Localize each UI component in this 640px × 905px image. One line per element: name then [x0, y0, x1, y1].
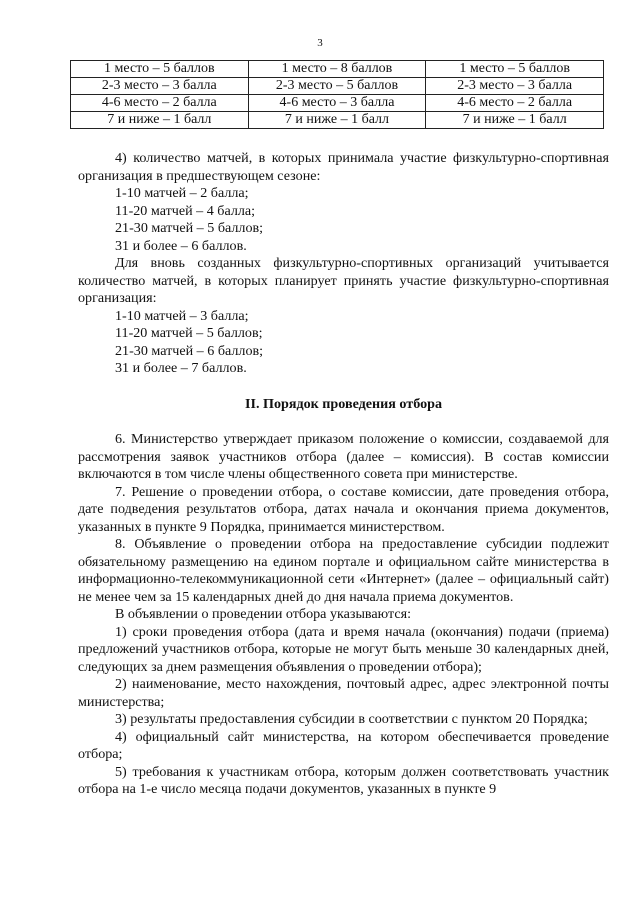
- table-cell: 1 место – 5 баллов: [71, 61, 249, 78]
- announcement-item-5: 5) требования к участникам отбора, которым должен соответствовать участник отбора на 1-е число месяца подачи документов, указанных в пункте 9: [78, 763, 609, 797]
- table-row: [71, 95, 604, 112]
- paragraph-match-count: 4) количество матчей, в которых принимала участие физкультурно-спортивная организация в предшествующем сезоне:: [78, 150, 609, 184]
- list-item: 1-10 матчей – 3 балла;: [115, 307, 249, 324]
- list-item: 11-20 матчей – 5 баллов;: [115, 325, 263, 341]
- list-item: 21-30 матчей – 5 баллов;: [115, 220, 264, 236]
- announcement-item-1: 1) сроки проведения отбора (дата и время начала (окончания) подачи (приема) предложений участников отбора, которые не могут быть меньше 30 календарных дней, следующих за днем размещения объявления о проведении отбора);: [78, 623, 609, 675]
- paragraph-new-organizations: Для вновь созданных физкультурно-спортивных организаций учитывается количество матчей, в которых планирует принять участие физкультурно-спортивная организация:: [78, 255, 609, 306]
- score-table: [70, 60, 604, 129]
- announcement-item-3: 3) результаты предоставления субсидии в соответствии с пунктом 20 Порядка;: [115, 711, 588, 727]
- paragraph-announcement-intro: В объявлении о проведении отбора указываются:: [115, 606, 411, 622]
- list-item: 11-20 матчей – 4 балла;: [115, 202, 256, 219]
- list-item: 31 и более – 7 баллов.: [115, 360, 247, 376]
- list-item: 31 и более – 6 баллов.: [115, 237, 247, 254]
- announcement-item-4: 4) официальный сайт министерства, на котором обеспечивается проведение отбора;: [78, 728, 609, 762]
- paragraph-6: 6. Министерство утверждает приказом положение о комиссии, создаваемой для рассмотрения заявок участников отбора (далее – комиссия). В состав комиссии включаются в том числе члены общественного совета при министерстве.: [78, 431, 609, 482]
- table-cell: 1 место – 8 баллов: [248, 61, 426, 78]
- table-cell: 2-3 место – 3 балла: [71, 78, 249, 95]
- table-cell: 7 и ниже – 1 балл: [426, 112, 604, 129]
- table-row: [71, 61, 604, 78]
- table-cell: 4-6 место – 2 балла: [426, 95, 604, 112]
- table-cell: 2-3 место – 5 баллов: [248, 78, 426, 95]
- table-row: [71, 78, 604, 95]
- announcement-item-2: 2) наименование, место нахождения, почтовый адрес, адрес электронной почты министерства;: [78, 676, 609, 710]
- table-cell: 7 и ниже – 1 балл: [71, 112, 249, 129]
- section-heading: II. Порядок проведения отбора: [245, 395, 442, 412]
- list-item: 21-30 матчей – 6 баллов;: [115, 342, 264, 359]
- table-cell: 7 и ниже – 1 балл: [248, 112, 426, 129]
- document-body: [78, 150, 609, 799]
- table-row: [71, 112, 604, 129]
- table-cell: 4-6 место – 3 балла: [248, 95, 426, 112]
- list-item: 1-10 матчей – 2 балла;: [115, 185, 249, 201]
- table-cell: 2-3 место – 3 балла: [426, 78, 604, 95]
- table-cell: 1 место – 5 баллов: [426, 61, 604, 78]
- paragraph-7: 7. Решение о проведении отбора, о составе комиссии, дате проведения отбора, дате подведения результатов отбора, датах начала и окончания приема документов, указанных в пункте 9 Порядка, принимается министерством.: [78, 483, 609, 535]
- page-number: 3: [317, 37, 323, 49]
- paragraph-8: 8. Объявление о проведении отбора на предоставление субсидии подлежит обязательному размещению на едином портале и официальном сайте министерства в информационно-телекоммуникационной сети «Интернет» (далее – официальный сайт) не менее чем за 15 календарных дней до дня начала приема документов.: [78, 536, 609, 605]
- table-cell: 4-6 место – 2 балла: [71, 95, 249, 112]
